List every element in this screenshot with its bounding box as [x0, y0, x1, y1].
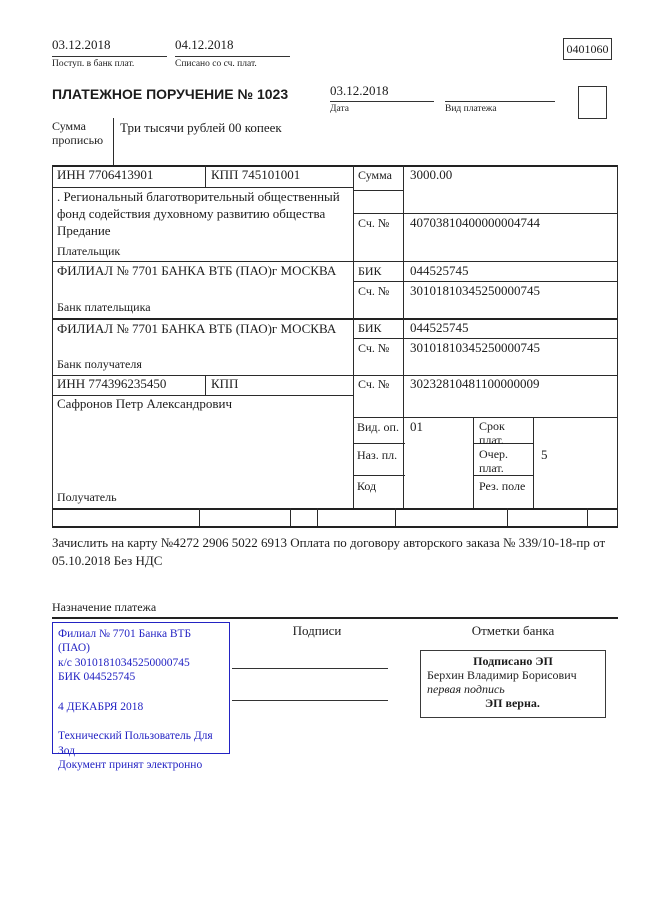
amount-words-label: Сумма прописью — [52, 119, 104, 147]
op-col-divider2 — [533, 417, 534, 508]
inn-row-border — [52, 187, 353, 188]
stamp-date: 4 ДЕКАБРЯ 2018 — [58, 700, 144, 713]
document-title: ПЛАТЕЖНОЕ ПОРУЧЕНИЕ № 1023 — [52, 86, 289, 102]
op-kind-value: 01 — [410, 419, 423, 434]
stamp-bik: БИК 044525745 — [58, 671, 136, 684]
payer-acc-label: Сч. № — [358, 216, 390, 230]
purpose-code-label: Наз. пл. — [357, 448, 398, 462]
payer-account: 40703810400000004744 — [410, 215, 540, 230]
debited-date: 04.12.2018 — [175, 37, 234, 52]
signature-line-1 — [232, 668, 388, 669]
payer-kpp: КПП 745101001 — [211, 167, 301, 182]
stamp-accepted: Документ принят электронно — [58, 759, 203, 772]
strip-bottom-border — [52, 526, 618, 528]
esign-kind: первая подпись — [427, 682, 505, 697]
payer-bank-name: ФИЛИАЛ № 7701 БАНКА ВТБ (ПАО)г МОСКВА — [57, 263, 337, 278]
esign-status: ЭП верна. — [485, 696, 540, 711]
strip-divider — [507, 508, 508, 526]
payee-bank-bik: 044525745 — [410, 320, 469, 335]
op-row1-border — [353, 443, 405, 444]
payer-section-label: Плательщик — [57, 244, 121, 258]
payeebank-bik-border — [353, 338, 618, 339]
strip-divider — [52, 508, 53, 526]
payment-kind-label: Вид платежа — [445, 104, 497, 114]
strip-divider — [617, 508, 618, 526]
code-label: Код — [357, 479, 377, 493]
op-row2-border — [353, 475, 405, 476]
payee-bank-name: ФИЛИАЛ № 7701 БАНКА ВТБ (ПАО)г МОСКВА — [57, 321, 337, 336]
op-col-divider1 — [473, 417, 474, 508]
doc-date-label: Дата — [330, 104, 349, 114]
payee-name: Сафронов Петр Александрович — [57, 396, 232, 411]
payer-bank-bik-label: БИК — [358, 264, 382, 278]
debited-date-label: Списано со сч. плат. — [175, 59, 257, 69]
purpose-label: Назначение платежа — [52, 600, 157, 614]
esign-stamp-box — [420, 650, 606, 718]
stamp-corr-account: к/с 30101810345250000745 — [58, 656, 190, 669]
sum-value: 3000.00 — [410, 167, 453, 182]
payerbank-row-border — [52, 318, 618, 320]
payer-name: . Региональный благотворительный общественный фонд содействия духовному развитию общества Предание — [57, 189, 340, 238]
stamp-bank-name: Филиал № 7701 Банка ВТБ (ПАО) — [58, 628, 192, 655]
sum-label: Сумма — [358, 168, 392, 182]
payer-inn: ИНН 7706413901 — [57, 167, 154, 182]
payee-bank-bik-label: БИК — [358, 321, 382, 335]
sum-row-border — [353, 213, 618, 214]
payee-bank-account: 30101810345250000745 — [410, 340, 540, 355]
payee-bank-section-label: Банк получателя — [57, 357, 142, 371]
received-date-line — [52, 56, 167, 57]
stamp-user: Технический Пользователь Для Зод — [58, 730, 213, 757]
strip-divider — [587, 508, 588, 526]
due-label: Срок плат. — [479, 419, 505, 447]
payee-bank-acc-label: Сч. № — [358, 341, 390, 355]
priority-label: Очер. плат. — [479, 447, 509, 475]
bank-electronic-stamp — [52, 622, 230, 772]
sum-label-border — [353, 190, 403, 191]
payee-inn: ИНН 774396235450 — [57, 376, 167, 391]
payer-bank-bik: 044525745 — [410, 263, 469, 278]
table-bottom-border — [52, 508, 618, 510]
label-col-left — [353, 165, 354, 508]
esign-name: Берхин Владимир Борисович — [427, 668, 577, 683]
payment-kind-line — [445, 101, 555, 102]
amount-words-value: Три тысячи рублей 00 копеек — [120, 120, 282, 135]
opsection-top-border — [353, 417, 618, 418]
purpose-text: Зачислить на карту №4272 2906 5022 6913 Оплата по договору авторского заказа № 339/10-18-пр от 05.10.2018 Без НДС — [52, 535, 606, 568]
esign-title: Подписано ЭП — [473, 654, 553, 668]
priority-value: 5 — [541, 447, 548, 462]
signature-line-2 — [232, 700, 388, 701]
table-left-border — [52, 165, 53, 508]
op-kind-label: Вид. оп. — [357, 420, 399, 434]
amount-words-divider — [113, 118, 114, 165]
payee-inn-kpp-divider — [205, 375, 206, 395]
table-right-border — [617, 165, 618, 508]
label-col-right — [403, 165, 404, 508]
inn-kpp-divider — [205, 165, 206, 187]
payee-kpp-label: КПП — [211, 376, 239, 391]
form-code: 0401060 — [566, 42, 609, 56]
reserve-label: Рез. поле — [479, 479, 526, 493]
received-date: 03.12.2018 — [52, 37, 111, 52]
strip-divider — [317, 508, 318, 526]
received-date-label: Поступ. в банк плат. — [52, 59, 135, 69]
debited-date-line — [175, 56, 290, 57]
doc-date-line — [330, 101, 434, 102]
payee-account: 30232810481100000009 — [410, 376, 540, 391]
payee-section-label: Получатель — [57, 490, 117, 504]
strip-divider — [395, 508, 396, 526]
payee-acc-label: Сч. № — [358, 377, 390, 391]
payerbank-bik-border — [353, 281, 618, 282]
payer-bank-acc-label: Сч. № — [358, 284, 390, 298]
payer-row-border — [52, 261, 618, 262]
payer-bank-account: 30101810345250000745 — [410, 283, 540, 298]
doc-date: 03.12.2018 — [330, 83, 389, 98]
strip-divider — [199, 508, 200, 526]
purpose-bottom-border — [52, 617, 618, 619]
form-code-box — [563, 38, 612, 60]
signatures-header: Подписи — [292, 623, 342, 638]
strip-divider — [290, 508, 291, 526]
payer-bank-section-label: Банк плательщика — [57, 300, 151, 314]
bank-marks-header: Отметки банка — [471, 623, 555, 638]
payment-kind-box — [578, 86, 607, 119]
